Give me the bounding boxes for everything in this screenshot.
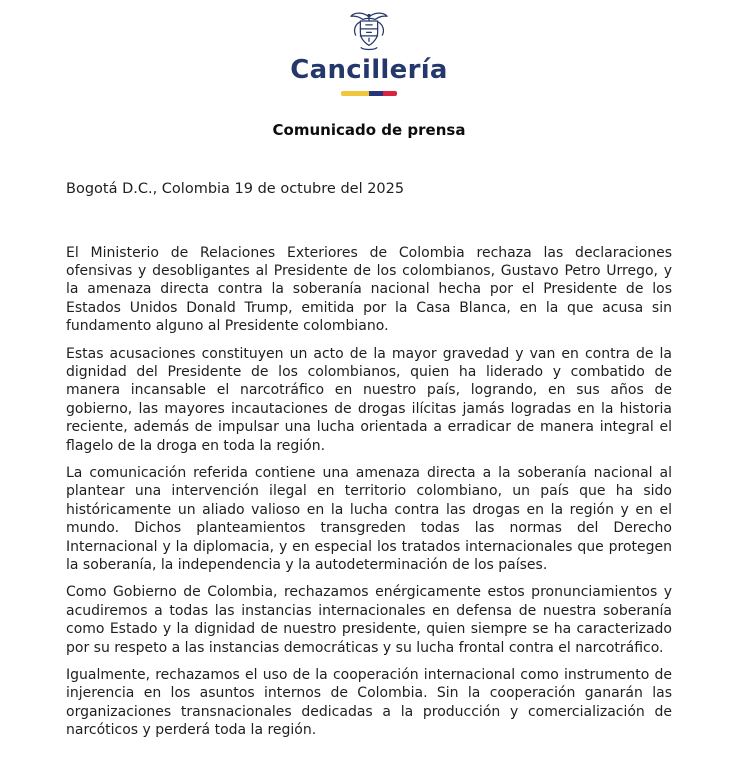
body-paragraph: Igualmente, rechazamos el uso de la cooperación internacional como instrumento de injerencia en los asuntos internos de Colombia. Sin la cooperación ganarán las organizaciones transnacionales dedicadas a la producción y comercialización de narcóticos y perderá toda la región.: [66, 667, 672, 739]
flag-yellow-segment: [341, 91, 369, 96]
body-paragraph: Como Gobierno de Colombia, rechazamos enérgicamente estos pronunciamientos y acudiremos a todas las instancias internacionales en defensa de nuestra soberanía como Estado y la dignidad de nuestro presidente, quien siempre se ha caracterizado por su respeto a las instancias democráticas y su lucha frontal contra el narcotráfico.: [66, 584, 672, 656]
document-body: [66, 244, 672, 740]
body-paragraph: La comunicación referida contiene una amenaza directa a la soberanía nacional al plantear una intervención ilegal en territorio colombiano, un país que ha sido históricamente un aliado valioso en la lucha contra las drogas en la región y en el mundo. Dichos planteamientos transgreden todas las normas del Derecho Internacional y la diplomacia, y en especial los tratados internacionales que protegen la soberanía, la independencia y la autodeterminación de los países.: [66, 464, 672, 573]
colombia-coat-of-arms-icon: [345, 10, 393, 54]
colombia-flag-bar: [341, 91, 397, 96]
cancilleria-wordmark: Cancillería: [290, 55, 448, 85]
flag-red-segment: [383, 91, 397, 96]
document-title: Comunicado de prensa: [272, 120, 466, 139]
body-paragraph: El Ministerio de Relaciones Exteriores de Colombia rechaza las declaraciones ofensivas y desobligantes al Presidente de los colombianos, Gustavo Petro Urrego, y la amenaza directa contra la soberanía nacional hecha por el Presidente de los Estados Unidos Donald Trump, emitida por la Casa Blanca, en la que acusa sin fundamento alguno al Presidente colombiano.: [66, 244, 672, 335]
body-paragraph: Estas acusaciones constituyen un acto de la mayor gravedad y van en contra de la dignidad del Presidente de los colombianos, quien ha liderado y combatido de manera incansable el narcotráfico en nuestro país, logrando, en sus años de gobierno, las mayores incautaciones de drogas ilícitas jamás logradas en la historia reciente, además de impulsar una lucha orientada a erradicar de manera integral el flagelo de la droga en toda la región.: [66, 345, 672, 454]
cancilleria-masthead: [66, 10, 672, 96]
dateline: Bogotá D.C., Colombia 19 de octubre del 2025: [66, 180, 405, 197]
flag-blue-segment: [369, 91, 383, 96]
